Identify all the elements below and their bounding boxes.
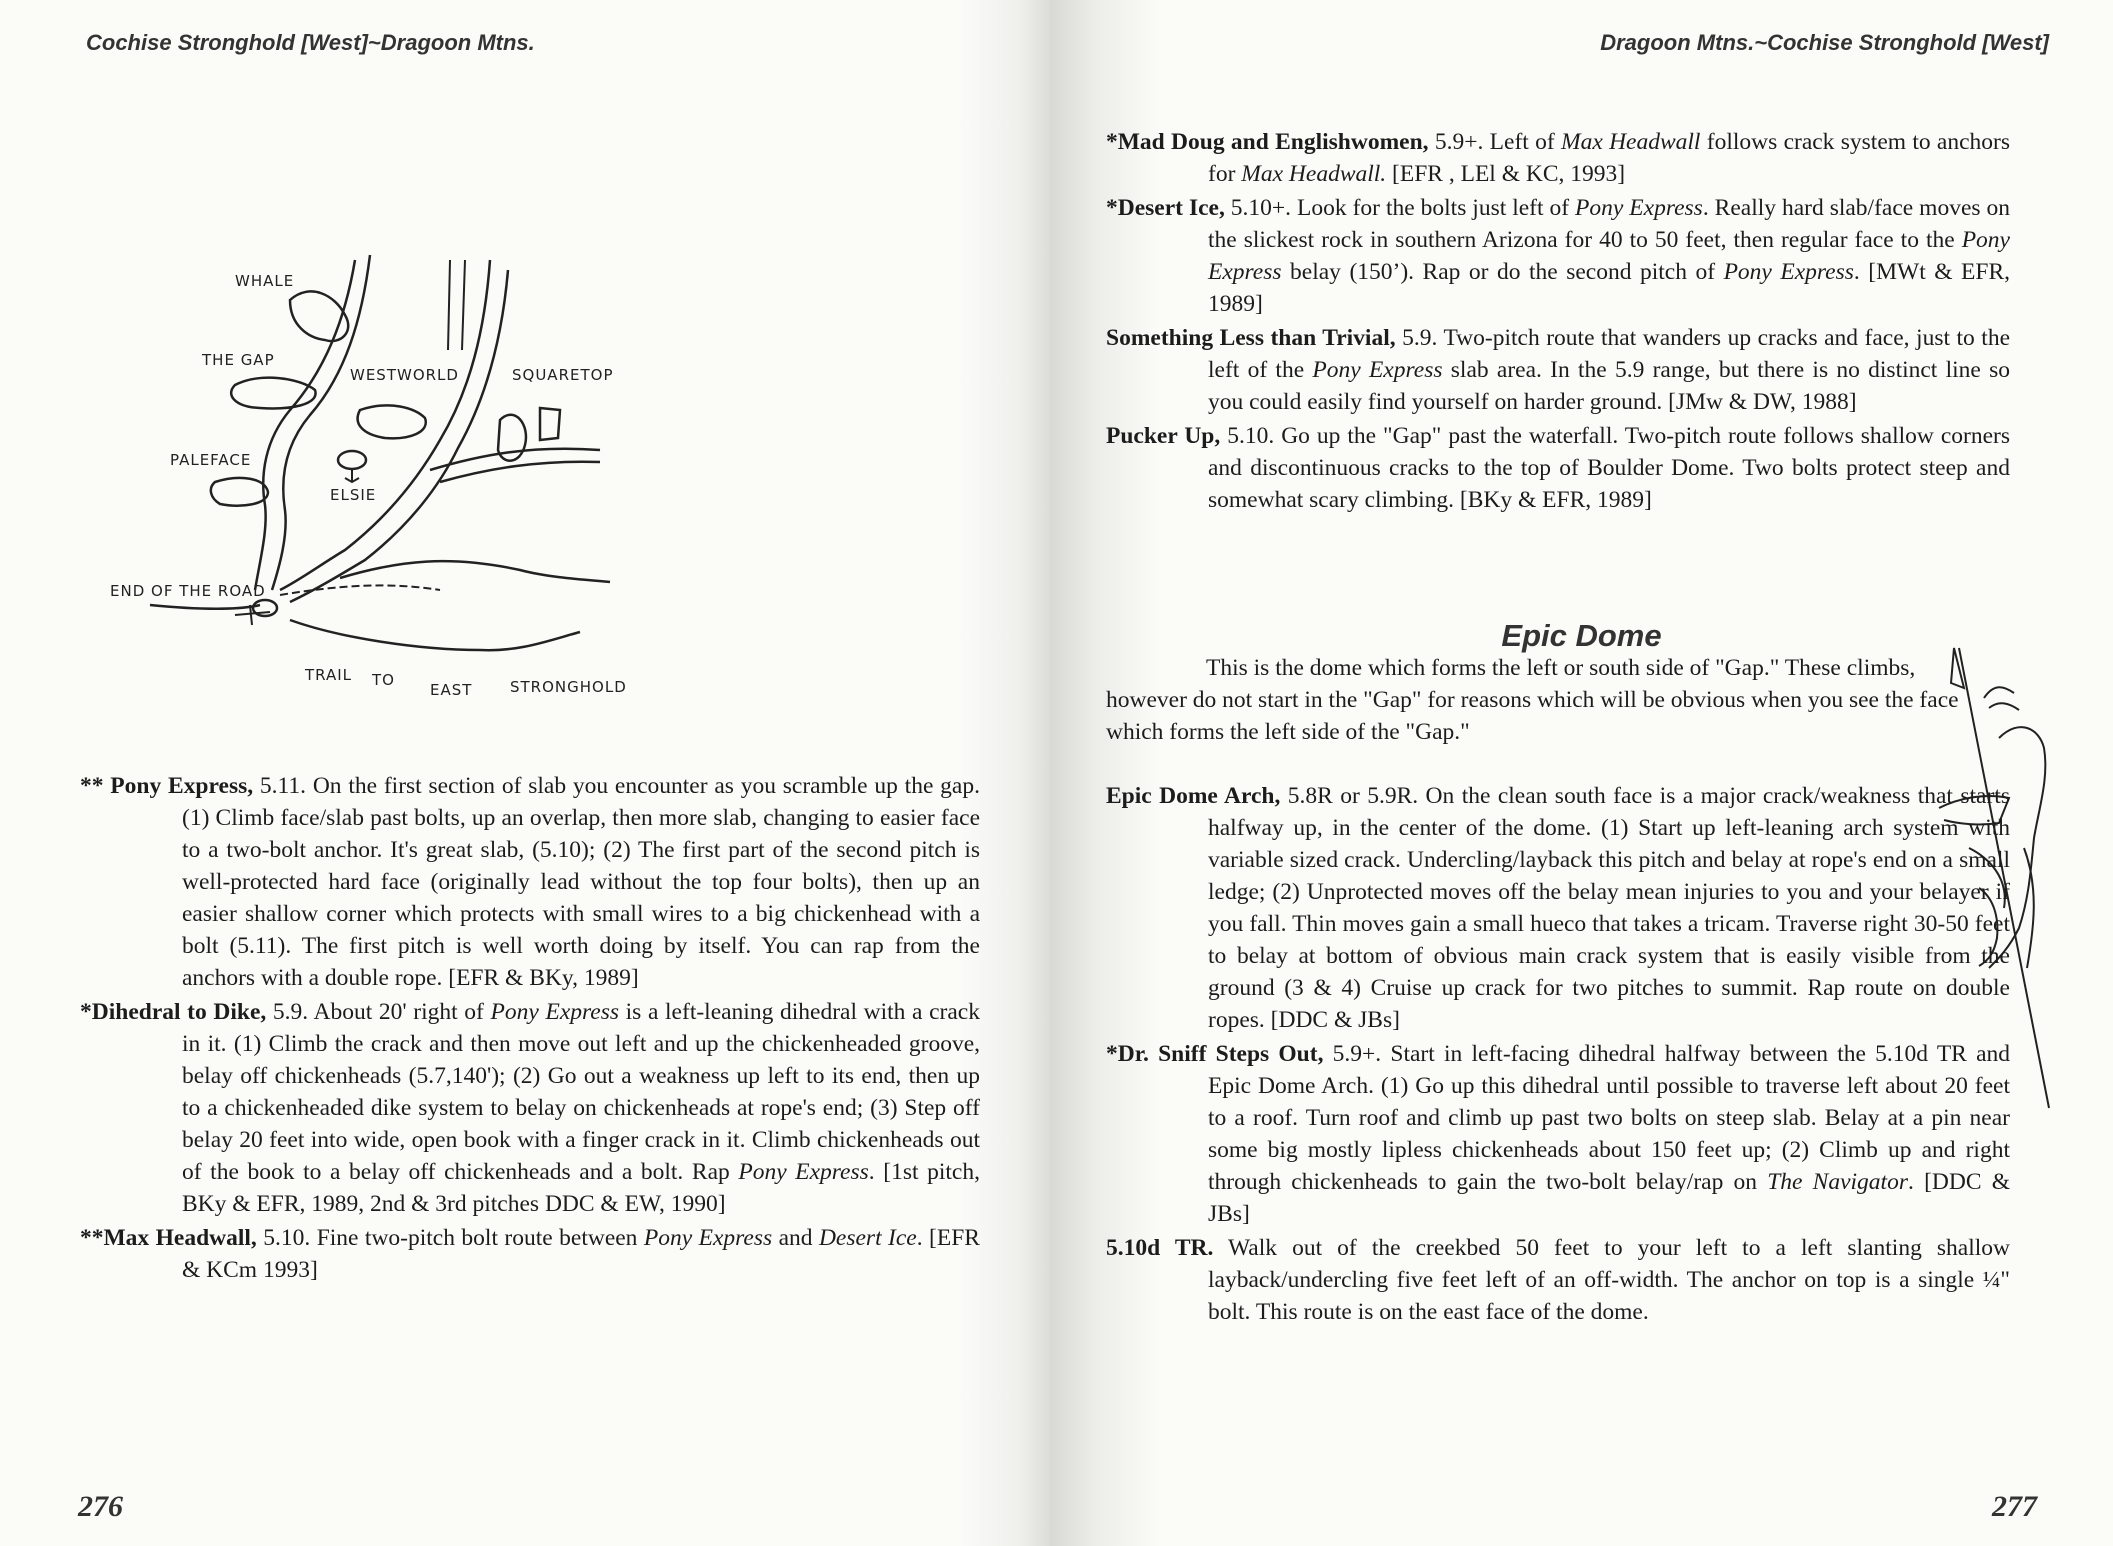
route-description: 5.10. Go up the "Gap" past the waterfall. Two-pitch route follows shallow corners and discontinuous cracks to the top of Boulder Dome. Two bolts protect steep and somewhat scary climbing. [BKy & EFR, 1989] bbox=[1208, 423, 2010, 513]
drainage-east bbox=[280, 260, 490, 590]
route-entry bbox=[80, 1222, 980, 1286]
route-reference: Max Headwall. bbox=[1241, 161, 1387, 187]
map-label-to: TO bbox=[372, 671, 395, 689]
map-label-whale: WHALE bbox=[235, 272, 295, 290]
route-name: *Mad Doug and Englishwomen, bbox=[1106, 129, 1429, 155]
route-name: Something Less than Trivial, bbox=[1106, 325, 1396, 351]
map-label-squaretop: SQUARETOP bbox=[512, 366, 614, 384]
page-number-left: 276 bbox=[78, 1490, 123, 1523]
route-name: ** Pony Express, bbox=[80, 773, 254, 799]
route-description: is a left-leaning dihedral with a crack in it. (1) Climb the crack and then move out left and up the chickenheaded groove, belay off chickenheads (5.7,140'); (2) Go out a weakness up left to its end, then up to a chickenheaded dike system to belay on chickenheads at rope's end; (3) Step off belay 20 feet into wide, open book with a finger crack in it. Climb chickenheads out of the book to a belay off chickenheads and a bolt. Rap bbox=[182, 999, 980, 1185]
elsie-rock bbox=[338, 451, 366, 469]
paleface-rock bbox=[211, 478, 268, 506]
route-reference: Pony Express bbox=[738, 1159, 869, 1185]
westworld-rock bbox=[358, 405, 426, 438]
route-name: *Dihedral to Dike, bbox=[80, 999, 267, 1025]
route-description: 5.11. On the first section of slab you encounter as you scramble up the gap. (1) Climb face/slab past bolts, up an overlap, then more slab, changing to easier face to a two-bolt anchor. It's great slab, (5.10); (2) The first part of the second pitch is well-protected hard face (originally lead without the top four bolts), then up an easier shallow corner which protects with small wires to a big chickenhead with a bolt (5.11). The first pitch is well worth doing by itself. You can rap from the anchors with a double rope. [EFR & BKy, 1989] bbox=[182, 773, 980, 991]
route-description: . [1st pitch, BKy & EFR, 1989, 2nd & 3rd pitches DDC & EW, 1990] bbox=[182, 1159, 980, 1217]
map-label-the-gap: THE GAP bbox=[202, 351, 275, 369]
route-name: Epic Dome Arch, bbox=[1106, 783, 1281, 809]
running-head-left: Cochise Stronghold [West]~Dragoon Mtns. bbox=[86, 30, 535, 55]
route-description: 5.9. Two-pitch route that wanders up cracks and face, just to the left of the bbox=[1208, 325, 2010, 383]
map-label-westworld: WESTWORLD bbox=[350, 366, 459, 384]
route-reference: Pony Express bbox=[1208, 227, 2010, 285]
route-name: **Max Headwall, bbox=[80, 1225, 257, 1251]
map-label-paleface: PALEFACE bbox=[170, 451, 252, 469]
drainage-west bbox=[255, 260, 355, 590]
route-entry bbox=[1106, 420, 2010, 516]
route-entry bbox=[1106, 1232, 2010, 1328]
trail-line bbox=[290, 620, 580, 650]
approach-map bbox=[110, 260, 840, 730]
route-reference: Pony Express bbox=[1575, 195, 1703, 221]
route-list-right-bottom bbox=[1106, 780, 2010, 1330]
route-description: 5.9+. Start in left-facing dihedral halfway between the 5.10d TR and Epic Dome Arch. (1) Go up this dihedral until possible to traverse left about 20 feet to a roof. Turn roof and climb up past two bolts on steep slab. Belay at a pin near some big mostly lipless chickenheads about 150 feet up; (2) Climb up and right through chickenheads to gain the two-bolt belay/rap on bbox=[1208, 1041, 2010, 1195]
route-name: *Desert Ice, bbox=[1106, 195, 1225, 221]
route-description: follows crack system to anchors for bbox=[1208, 129, 2010, 187]
route-name: 5.10d TR. bbox=[1106, 1235, 1214, 1261]
page-number-right: 277 bbox=[1992, 1490, 2037, 1523]
route-list-right-top bbox=[1106, 126, 2010, 518]
map-label-end-of-road: END OF THE ROAD bbox=[110, 582, 266, 600]
squaretop-rock-2 bbox=[540, 408, 560, 440]
route-reference: Pony Express bbox=[1312, 357, 1443, 383]
map-label-east: EAST bbox=[430, 681, 473, 699]
route-description: slab area. In the 5.9 range, but there is no distinct line so you could easily find yourself on harder ground. [JMw & DW, 1988] bbox=[1208, 357, 2010, 415]
route-entry bbox=[1106, 126, 2010, 190]
route-entry bbox=[1106, 1038, 2010, 1230]
route-description: . [EFR & KCm 1993] bbox=[182, 1225, 980, 1283]
route-reference: The Navigator bbox=[1767, 1169, 1908, 1195]
route-reference: Max Headwall bbox=[1561, 129, 1701, 155]
right-page bbox=[1050, 0, 2113, 1546]
route-reference: Pony Express bbox=[643, 1225, 773, 1251]
route-name: *Dr. Sniff Steps Out, bbox=[1106, 1041, 1324, 1067]
map-label-trail: TRAIL bbox=[305, 666, 353, 684]
route-reference: Desert Ice bbox=[818, 1225, 917, 1251]
route-description: [EFR , LEl & KC, 1993] bbox=[1386, 161, 1626, 187]
route-entry bbox=[80, 996, 980, 1220]
whale-rock bbox=[290, 291, 348, 341]
left-page bbox=[0, 0, 1050, 1546]
route-list-left bbox=[80, 770, 980, 1288]
route-description: . [MWt & EFR, 1989] bbox=[1208, 259, 2010, 317]
running-head-right: Dragoon Mtns.~Cochise Stronghold [West] bbox=[1600, 30, 2049, 55]
section-title: Epic Dome bbox=[1501, 618, 1662, 653]
route-description: 5.8R or 5.9R. On the clean south face is a major crack/weakness that starts halfway up, in the center of the dome. (1) Start up left-leaning arch system with variable sized crack. Undercling/layback this pitch and belay at rope's end on a small ledge; (2) Unprotected moves off the belay mean injuries to you and your belayer if you fall. Thin moves gain a small hueco that takes a tricam. Traverse right 30-50 feet to belay at bottom of obvious main crack system that is easily visible from the ground (3 & 4) Cruise up crack for two pitches to summit. Rap route on double ropes. [DDC & JBs] bbox=[1208, 783, 2010, 1033]
route-entry bbox=[1106, 192, 2010, 320]
map-label-stronghold: STRONGHOLD bbox=[510, 678, 627, 696]
route-description: . [DDC & JBs] bbox=[1208, 1169, 2010, 1227]
route-entry bbox=[1106, 322, 2010, 418]
route-reference: Pony Express bbox=[1723, 259, 1854, 285]
route-reference: Pony Express bbox=[490, 999, 619, 1025]
route-description: 5.9. About 20' right of bbox=[266, 999, 491, 1025]
route-description: 5.10+. Look for the bolts just left of bbox=[1224, 195, 1576, 221]
route-description: 5.9+. Left of bbox=[1428, 129, 1561, 155]
map-label-elsie: ELSIE bbox=[330, 486, 377, 504]
route-entry bbox=[1106, 780, 2010, 1036]
route-name: Pucker Up, bbox=[1106, 423, 1221, 449]
route-entry bbox=[80, 770, 980, 994]
route-description: Walk out of the creekbed 50 feet to your left to a left slanting shallow layback/undercling five feet left of an off-width. The anchor on top is a single ¼" bolt. This route is on the east face of the dome. bbox=[1208, 1235, 2010, 1325]
route-description: and bbox=[772, 1225, 819, 1251]
route-description: 5.10. Fine two-pitch bolt route between bbox=[256, 1225, 644, 1251]
route-description: belay (150’). Rap or do the second pitch of bbox=[1281, 259, 1724, 285]
section-intro: This is the dome which forms the left or south side of "Gap." These climbs, however do not start in the "Gap" for reasons which will be obvious when you see the face which forms the left side of the "Gap." bbox=[1106, 655, 1959, 745]
route-description: . Really hard slab/face moves on the slickest rock in southern Arizona for 40 to 50 feet, then regular face to the bbox=[1208, 195, 2010, 253]
